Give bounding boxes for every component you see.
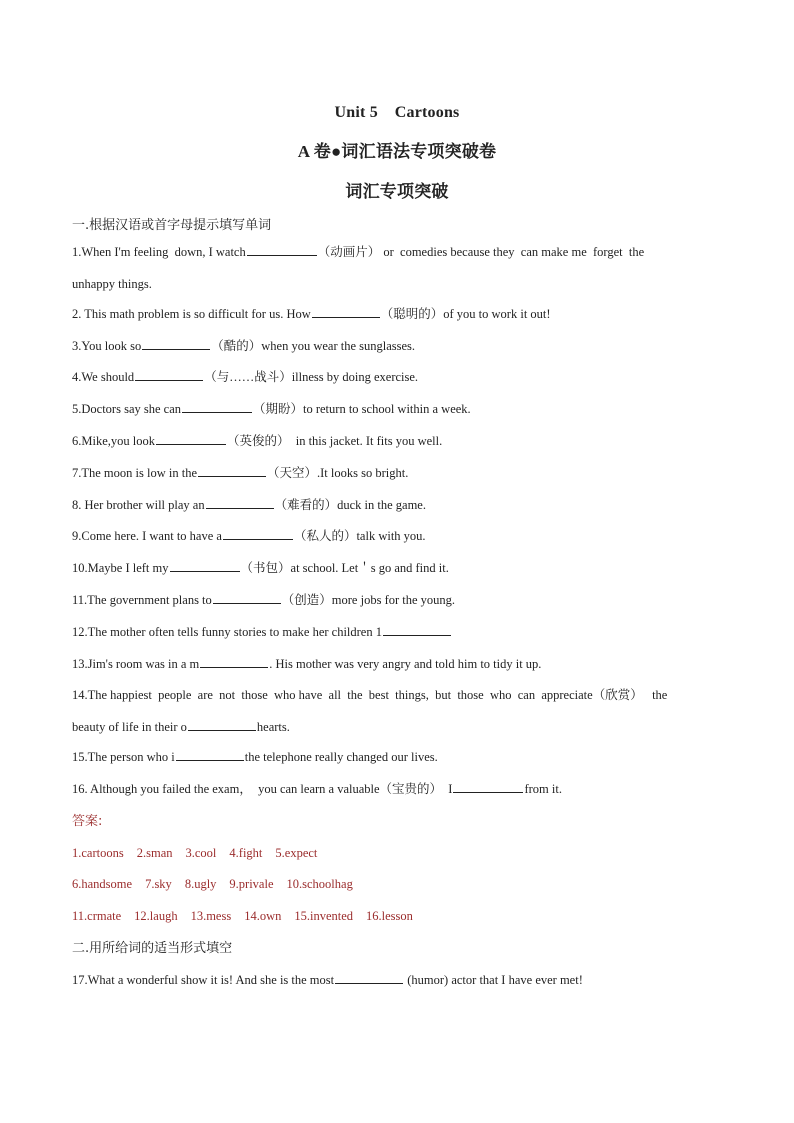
answer-blank[interactable] <box>200 655 268 668</box>
answer-item: 12.laugh <box>134 909 178 924</box>
question-12: 12.The mother often tells funny stories to make her children 1 <box>72 617 722 649</box>
answer-blank[interactable] <box>188 718 256 731</box>
answer-item: 5.expect <box>275 845 318 860</box>
answer-blank[interactable] <box>198 464 266 477</box>
question-8: 8. Her brother will play an （难看的）duck in the game. <box>72 497 426 512</box>
answer-item: 2.sman <box>136 845 173 860</box>
answer-item: 9.privale <box>229 877 274 892</box>
section-2-title: 二.用所给词的适当形式填空 <box>72 940 233 956</box>
answer-blank[interactable] <box>453 780 523 793</box>
question-14: 14.The happiest people are not those who have all the best things, but those who can appreciate（欣赏） the <box>72 688 668 703</box>
question-11: 11.The government plans to （创造）more jobs for the young. <box>72 592 456 607</box>
answer-item: 14.own <box>244 909 282 924</box>
question-1: 1.When I'm feeling down, I watch （动画片） or comedies because they can make me forget the <box>72 245 645 259</box>
question-14-continued: beauty of life in their o hearts. <box>72 720 290 735</box>
question-2: 2. This math problem is so difficult for us. How （聪明的）of you to work it out! <box>72 306 551 321</box>
answer-blank[interactable] <box>383 623 451 636</box>
answer-blank[interactable] <box>223 527 293 540</box>
part-title: 词汇专项突破 <box>345 182 449 201</box>
answer-item: 8.ugly <box>184 877 217 892</box>
answer-item: 3.cool <box>185 845 217 860</box>
question-15: 15.The person who i the telephone really changed our lives. <box>72 750 438 765</box>
question-1-continued: unhappy things. <box>72 276 152 291</box>
paper-title: A 卷●词汇语法专项突破卷 <box>297 142 497 161</box>
question-17: 17.What a wonderful show it is! And she is the most (humor) actor that I have ever met! <box>72 972 583 987</box>
answer-item: 1.cartoons <box>72 845 124 860</box>
answers-label: 答案: <box>72 813 103 829</box>
answer-item: 10.schoolhag <box>286 877 353 892</box>
answers-row-2 <box>72 869 722 901</box>
answers-row-3 <box>72 901 722 933</box>
answer-item: 6.handsome <box>72 877 133 892</box>
answer-item: 15.invented <box>294 909 354 924</box>
unit-title: Unit 5 Cartoons <box>334 104 460 121</box>
question-4: 4.We should （与……战斗）illness by doing exercise. <box>72 370 419 385</box>
answer-blank[interactable] <box>176 748 244 761</box>
question-6: 6.Mike,you look （英俊的） in this jacket. It fits you well. <box>72 433 443 448</box>
answer-blank[interactable] <box>247 243 317 256</box>
answers-row-1 <box>72 838 722 870</box>
answer-item: 16.lesson <box>366 909 413 924</box>
question-10: 10.Maybe I left my （书包）at school. Let＇s go and find it. <box>72 561 449 576</box>
question-16: 16. Although you failed the exam， you can learn a valuable（宝贵的） I from it. <box>72 781 562 796</box>
question-5: 5.Doctors say she can （期盼）to return to school within a week. <box>72 402 471 417</box>
answer-blank[interactable] <box>335 971 403 984</box>
answer-item: 7.sky <box>145 877 172 892</box>
answer-blank[interactable] <box>206 496 274 509</box>
answer-blank[interactable] <box>142 337 210 350</box>
question-3: 3.You look so （酷的）when you wear the sunglasses. <box>72 338 416 353</box>
question-9: 9.Come here. I want to have a （私人的）talk with you. <box>72 529 426 544</box>
section-1-title: 一.根据汉语或首字母提示填写单词 <box>72 218 272 233</box>
answer-blank[interactable] <box>312 305 380 318</box>
answer-item: 4.fight <box>229 845 263 860</box>
answer-blank[interactable] <box>135 368 203 381</box>
answer-blank[interactable] <box>156 432 226 445</box>
answer-item: 11.crmate <box>72 909 122 924</box>
answer-blank[interactable] <box>170 559 240 572</box>
answer-blank[interactable] <box>182 400 252 413</box>
answer-item: 13.mess <box>190 909 232 924</box>
question-13: 13.Jim's room was in a m . His mother was very angry and told him to tidy it up. <box>72 656 542 671</box>
answer-blank[interactable] <box>213 591 281 604</box>
question-7: 7.The moon is low in the （天空）.It looks so bright. <box>72 465 409 480</box>
worksheet-page <box>72 100 722 997</box>
